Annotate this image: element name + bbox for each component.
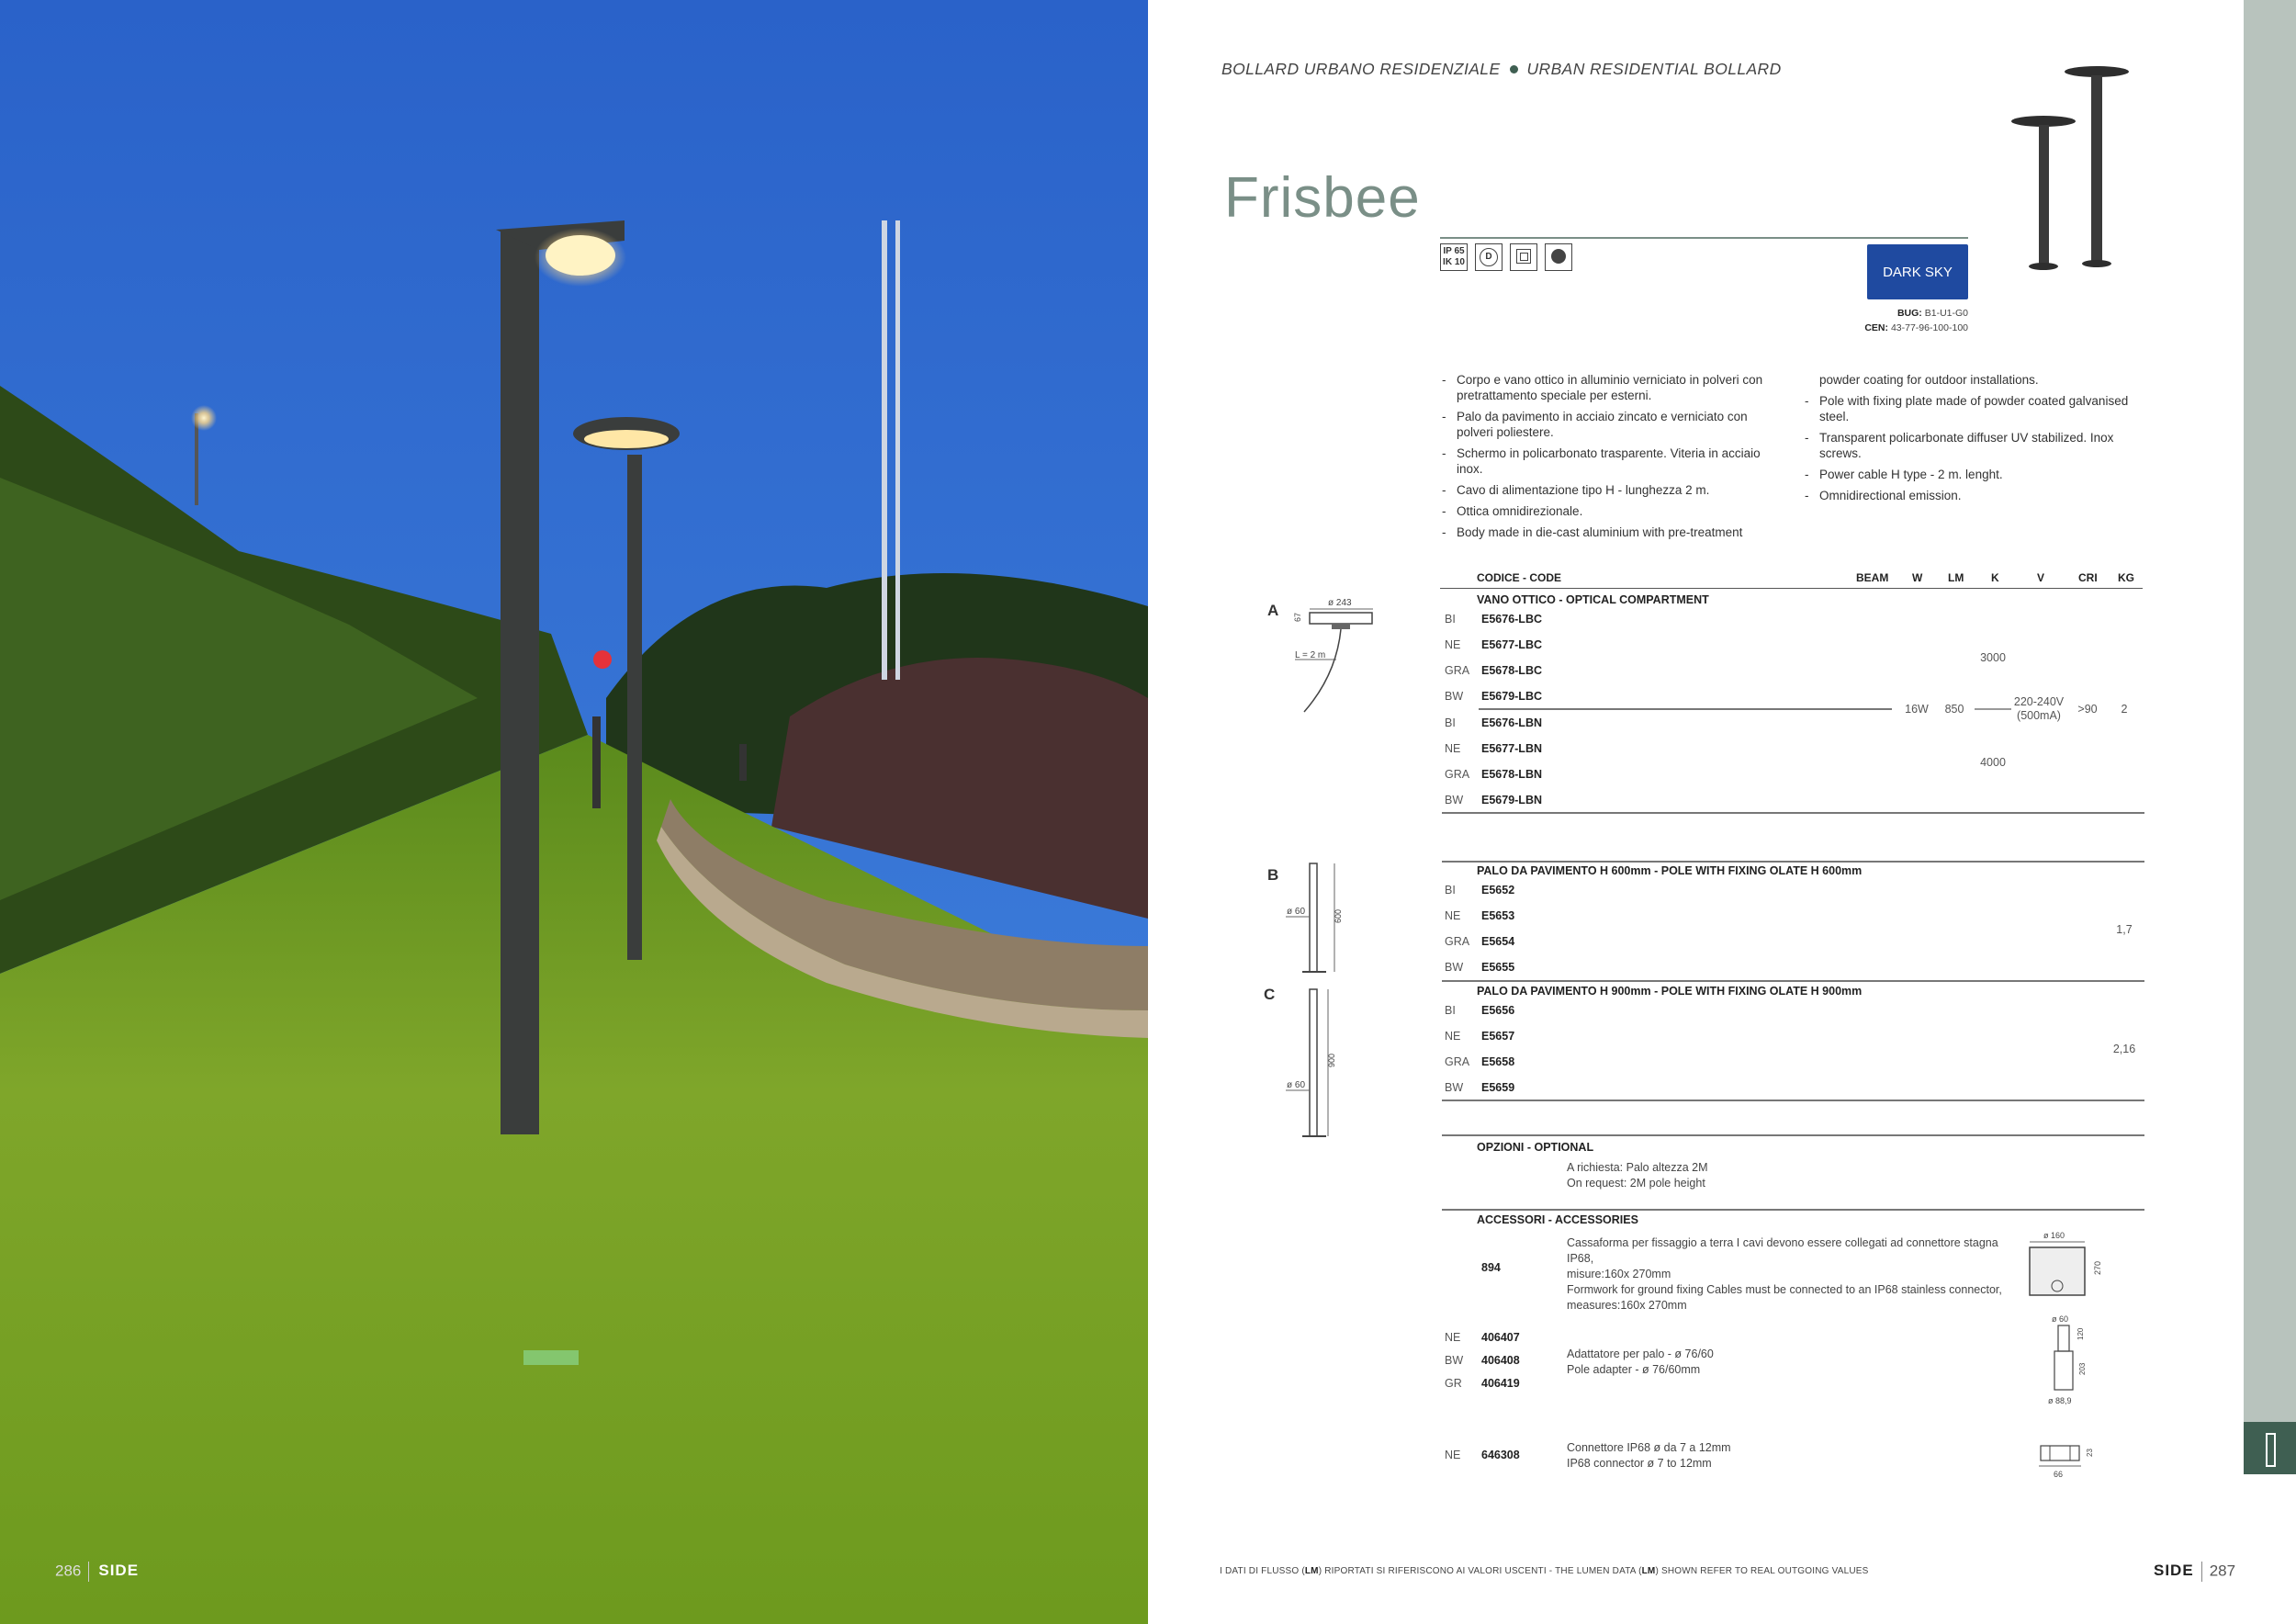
desc-item: - Power cable H type - 2 m. lenght.: [1803, 467, 2133, 482]
chapter-tab-icon: [2244, 1422, 2296, 1474]
section-b-drawing: [1284, 859, 1348, 978]
section-rule: [1442, 980, 2144, 982]
col-kg: KG: [2118, 571, 2134, 584]
svg-text:ø 160: ø 160: [2043, 1231, 2065, 1240]
k-divider: [1975, 708, 2011, 710]
accessory-2-text: Adattatore per palo - ø 76/60 Pole adapter - ø 76/60mm: [1567, 1348, 1714, 1376]
section-c-title: PALO DA PAVIMENTO H 900mm - POLE WITH FIXING OLATE H 900mm: [1477, 985, 1863, 998]
col-beam: BEAM: [1856, 571, 1889, 584]
k-value-3000: 3000: [1980, 651, 2006, 664]
cri-value: >90: [2077, 703, 2098, 716]
cen-label: CEN:: [1864, 322, 1889, 333]
section-c-letter: C: [1264, 986, 1276, 1003]
lumen-footnote: I DATI DI FLUSSO (LM) RIPORTATI SI RIFERISCONO AI VALORI USCENTI - THE LUMEN DATA (LM) SHOWN REFER TO REAL OUTGOING VALUES: [1220, 1566, 1869, 1576]
section-rule: [1442, 1134, 2144, 1136]
svg-text:23: 23: [2086, 1449, 2094, 1457]
omnidirectional-icon: [1545, 243, 1572, 271]
title-rule: [1440, 237, 1968, 239]
bug-value: B1-U1-G0: [1924, 308, 1968, 319]
dim-diameter: ø 243: [1328, 598, 1352, 608]
v-value: 220-240V (500mA): [2013, 695, 2065, 722]
table-header: [1440, 571, 2143, 589]
header-en: URBAN RESIDENTIAL BOLLARD: [1526, 60, 1782, 78]
connector-drawing: [2030, 1440, 2099, 1482]
desc-continuation: powder coating for outdoor installations.: [1819, 373, 2039, 387]
row-divider: [1479, 708, 1892, 710]
section-a-title: VANO OTTICO - OPTICAL COMPARTMENT: [1477, 593, 1709, 606]
options-text: A richiesta: Palo altezza 2M On request: 2M pole height: [1567, 1161, 1708, 1190]
desc-item: - Ottica omnidirezionale.: [1440, 503, 1784, 519]
k-value-4000: 4000: [1980, 756, 2006, 769]
svg-text:ø 60: ø 60: [1287, 907, 1306, 917]
svg-text:L = 2 m: L = 2 m: [1295, 650, 1326, 660]
desc-item: - Body made in die-cast aluminium with pre-treatment: [1440, 524, 1784, 540]
col-code: CODICE - CODE: [1477, 571, 1562, 584]
lm-value: 850: [1944, 703, 1964, 716]
desc-item: - Cavo di alimentazione tipo H - lunghezza 2 m.: [1440, 482, 1784, 498]
section-b-title: PALO DA PAVIMENTO H 600mm - POLE WITH FIXING OLATE H 600mm: [1477, 864, 1863, 877]
category-header: [1221, 60, 1782, 79]
section-a-letter: A: [1267, 602, 1279, 619]
svg-text:600: 600: [1334, 908, 1343, 923]
section-rule: [1442, 861, 2144, 863]
section-rule: [1442, 1100, 2144, 1101]
ip-ik-icon: IP 65 IK 10: [1440, 243, 1468, 271]
col-k: K: [1991, 571, 1999, 584]
desc-item: - Omnidirectional emission.: [1803, 488, 2133, 503]
section-b-letter: B: [1267, 866, 1279, 884]
product-title: Frisbee: [1224, 166, 1421, 230]
w-value: 16W: [1905, 703, 1929, 716]
svg-text:120: 120: [2077, 1327, 2085, 1340]
right-brand: SIDE: [2154, 1562, 2194, 1580]
accessory-1-text: Cassaforma per fissaggio a terra I cavi devono essere collegati ad connettore stagna IP68, misure:160x 270mm Formwork for ground fixing Cables must be connected to an IP68 stainless connector, measures:160x 270mm: [1567, 1236, 2002, 1312]
col-w: W: [1912, 571, 1923, 584]
bug-cen-ratings: [1745, 306, 1968, 335]
left-page-num-text: 286: [55, 1562, 82, 1580]
right-page-number: [2154, 1562, 2235, 1582]
kg-value-b: 1,7: [2116, 923, 2133, 936]
svg-text:67: 67: [1293, 612, 1302, 622]
dark-sky-badge: DARK SKY: [1867, 244, 1968, 299]
product-image: [2002, 64, 2158, 276]
svg-text:ø 88,9: ø 88,9: [2048, 1396, 2072, 1405]
description-english: [1803, 372, 2133, 509]
kg-value-a: 2: [2121, 703, 2128, 716]
section-a-drawing: [1286, 592, 1396, 716]
double-insulation-icon: [1510, 243, 1537, 271]
spec-icons: [1440, 243, 1572, 271]
header-dot: [1510, 65, 1518, 73]
svg-text:900: 900: [1327, 1053, 1336, 1067]
right-page-num-text: 287: [2209, 1562, 2236, 1580]
accessory-3-text: Connettore IP68 ø da 7 a 12mm IP68 connector ø 7 to 12mm: [1567, 1441, 1731, 1470]
cen-value: 43-77-96-100-100: [1890, 322, 1968, 333]
left-brand: SIDE: [98, 1562, 140, 1580]
col-v: V: [2037, 571, 2045, 584]
section-rule: [1442, 812, 2144, 814]
svg-text:ø 60: ø 60: [1287, 1080, 1306, 1090]
desc-item: - Schermo in policarbonato trasparente. Viteria in acciaio inox.: [1440, 445, 1784, 477]
desc-item: - Palo da pavimento in acciaio zincato e verniciato con polveri poliestere.: [1440, 409, 1784, 440]
section-rule: [1442, 1209, 2144, 1211]
header-it: BOLLARD URBANO RESIDENZIALE: [1221, 60, 1501, 78]
svg-text:203: 203: [2078, 1362, 2087, 1375]
kg-value-c: 2,16: [2112, 1043, 2136, 1055]
section-c-drawing: [1284, 985, 1348, 1141]
desc-item: - Transparent policarbonate diffuser UV stabilized. Inox screws.: [1803, 430, 2133, 461]
svg-text:66: 66: [2054, 1470, 2064, 1479]
col-cri: CRI: [2078, 571, 2098, 584]
svg-text:270: 270: [2093, 1260, 2102, 1275]
class-d-icon: D: [1475, 243, 1503, 271]
left-page-number: [55, 1562, 139, 1582]
svg-text:ø 60: ø 60: [2052, 1314, 2069, 1324]
bug-label: BUG:: [1896, 308, 1922, 319]
formwork-drawing: [2016, 1229, 2108, 1303]
options-title: OPZIONI - OPTIONAL: [1477, 1141, 1594, 1154]
accessories-title: ACCESSORI - ACCESSORIES: [1477, 1213, 1638, 1226]
side-strip: [2244, 0, 2296, 1474]
desc-item: - Pole with fixing plate made of powder coated galvanised steel.: [1803, 393, 2133, 424]
pole-adapter-drawing: [2039, 1309, 2103, 1410]
desc-item: - Corpo e vano ottico in alluminio verniciato in polveri con pretrattamento speciale per esterni.: [1440, 372, 1784, 403]
description-italian: [1440, 372, 1784, 546]
col-lm: LM: [1948, 571, 1964, 584]
